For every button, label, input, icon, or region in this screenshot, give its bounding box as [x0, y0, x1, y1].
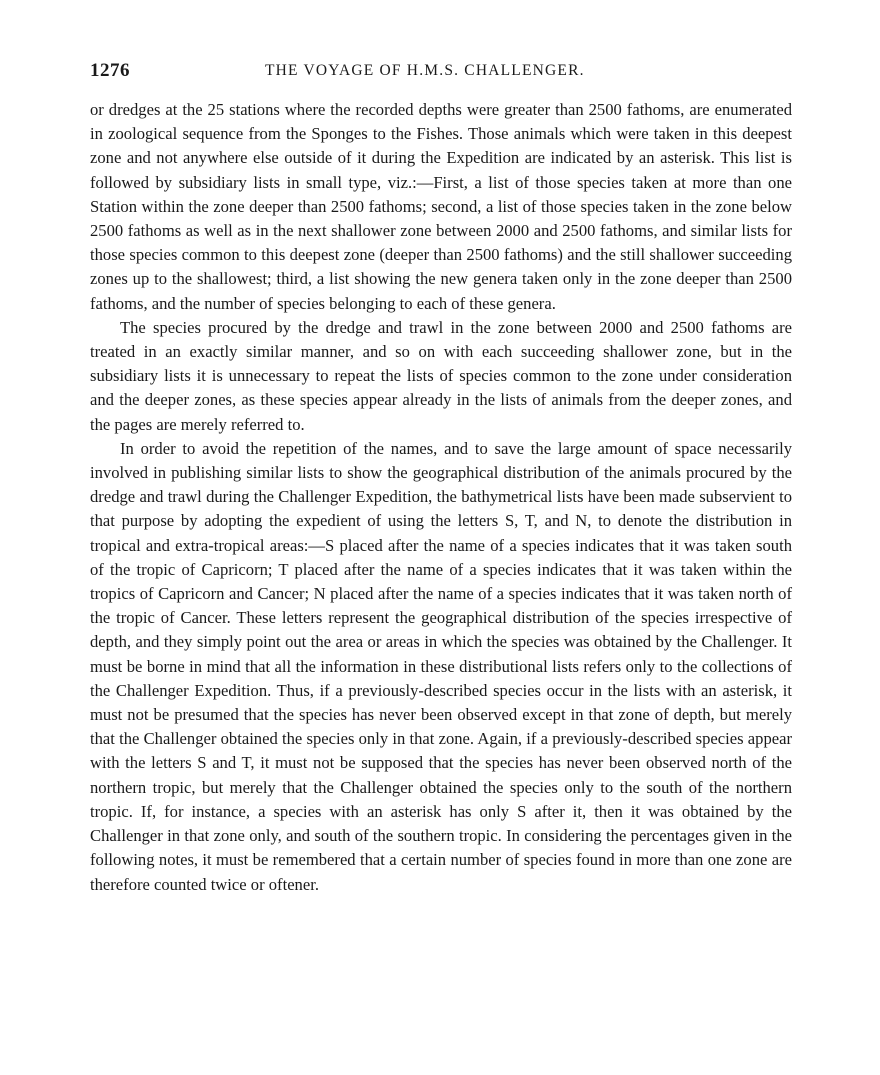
running-title: THE VOYAGE OF H.M.S. CHALLENGER. — [265, 62, 585, 79]
page-header — [90, 60, 790, 86]
paragraph-distribution-letters: In order to avoid the repetition of the names, and to save the large amount of space necessarily involved in publishing similar lists to show the geographical distribution of the animals procured by the dredge and trawl during the Challenger Expedition, the bathymetrical lists have been made subservient to that purpose by adopting the expedient of using the letters S, T, and N, to denote the distribution in tropical and extra-tropical areas:—S placed after the name of a species indicates that it was taken south of the tropic of Capricorn; T placed after the name of a species indicates that it was taken within the tropics of Capricorn and Cancer; N placed after the name of a species indicates that it was taken north of the tropic of Cancer. These letters represent the geographical distribution of the species irrespective of depth, and they simply point out the area or areas in which the species was obtained by the Challenger. It must be borne in mind that all the information in these distributional lists refers only to the collections of the Challenger Expedition. Thus, if a previously-described species occur in the lists with an asterisk, it must not be presumed that the species has never been observed except in that zone of depth, but merely that the Challenger obtained the species only in that zone. Again, if a previously-described species appear with the letters S and T, it must not be supposed that the species has never been observed north of the northern tropic, but merely that the Challenger obtained the species only to the south of the northern tropic. If, for instance, a species with an asterisk has only S after it, then it was obtained by the Challenger in that zone only, and south of the southern tropic. In considering the percentages given in the following notes, it must be remembered that a certain number of species found in more than one zone are therefore counted twice or oftener. — [90, 438, 792, 894]
page-number: 1276 — [90, 60, 130, 81]
paragraph-zone-treatment: The species procured by the dredge and trawl in the zone between 2000 and 2500 fathoms are treated in an exactly similar manner, and so on with each succeeding shallower zone, but in the subsidiary lists it is unnecessary to repeat the lists of species common to the zone under consideration and the deeper zones, as these species appear already in the lists of animals from the deeper zones, and the pages are merely referred to. — [90, 317, 792, 434]
body-text — [90, 98, 792, 897]
paragraph-continued: or dredges at the 25 stations where the recorded depths were greater than 2500 fathoms, are enumerated in zoological sequence from the Sponges to the Fishes. Those animals which were taken in this deepest zone and not anywhere else outside of it during the Expedition are indicated by an asterisk. This list is followed by subsidiary lists in small type, viz.:—First, a list of those species taken at more than one Station within the zone deeper than 2500 fathoms; second, a list of those species taken in the zone below 2500 fathoms as well as in the next shallower zone between 2000 and 2500 fathoms, and similar lists for those species common to this deepest zone (deeper than 2500 fathoms) and the still shallower succeeding zones up to the shallowest; third, a list showing the new genera taken only in the zone deeper than 2500 fathoms, and the number of species belonging to each of these genera. — [90, 100, 792, 313]
